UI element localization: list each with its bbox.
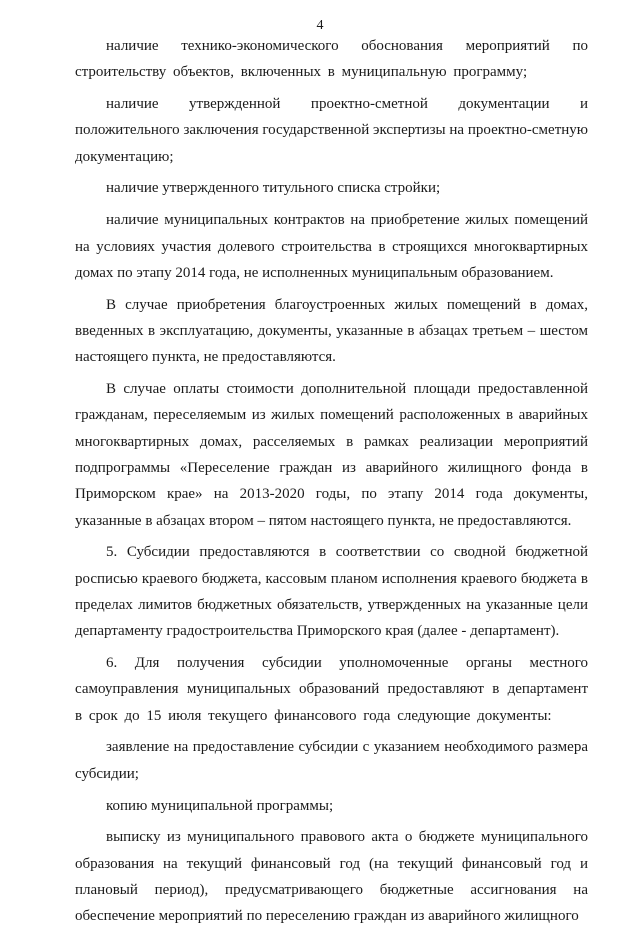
document-body <box>75 33 588 930</box>
paragraph-purchase-of-housing: В случае приобретения благоустроенных жилых помещений в домах, введенных в эксплуатацию, документы, указанные в абзацах третьем – шестом настоящего пункта, не предоставляются. <box>75 296 588 366</box>
paragraph-design-documentation: наличие утвержденной проектно-сметной документации и положительного заключения государственной экспертизы на проектно-сметную документацию; <box>75 96 588 165</box>
paragraph-feasibility-study: наличие технико-экономического обоснования мероприятий по строительству объектов, включенных в муниципальную программу; <box>75 38 588 81</box>
paragraph-application: заявление на предоставление субсидии с указанием необходимого размера субсидии; <box>75 739 588 782</box>
paragraph-item-6-documents: 6. Для получения субсидии уполномоченные органы местного самоуправления муниципальных образований предоставляют в департамент в срок до 15 июля текущего финансового года следующие документы: <box>75 655 588 724</box>
paragraph-item-5-subsidies: 5. Субсидии предоставляются в соответствии со сводной бюджетной росписью краевого бюджета, кассовым планом исполнения краевого бюджета в пределах лимитов бюджетных обязательств, утвержденных на указанные цели департаменту градостроительства Приморского края (далее - департамент). <box>75 544 588 640</box>
paragraph-budget-extract: выписку из муниципального правового акта о бюджете муниципального образования на текущий финансовый год (на текущий финансовый год и плановый период), предусматривающего бюджетные ассигнования на обеспечение мероприятий по переселению граждан из аварийного жилищного <box>75 829 588 925</box>
paragraph-municipal-contracts: наличие муниципальных контрактов на приобретение жилых помещений на условиях участия долевого строительства в строящихся многоквартирных домах по этапу 2014 года, не исполненных муниципальным образованием. <box>75 212 588 281</box>
paragraph-title-list: наличие утвержденного титульного списка стройки; <box>106 180 441 197</box>
paragraph-additional-area-payment: В случае оплаты стоимости дополнительной площади предоставленной гражданам, переселяемым из жилых помещений расположенных в аварийных многоквартирных домах, расселяемых в рамках реализации мероприятий подпрограммы «Переселение граждан из аварийного жилищного фонда в Приморском крае» на 2013-2020 годы, по этапу 2014 года документы, указанные в абзацах втором – пятом настоящего пункта, не предоставляются. <box>75 381 588 529</box>
paragraph-program-copy: копию муниципальной программы; <box>106 797 334 814</box>
page-number: 4 <box>316 18 324 33</box>
